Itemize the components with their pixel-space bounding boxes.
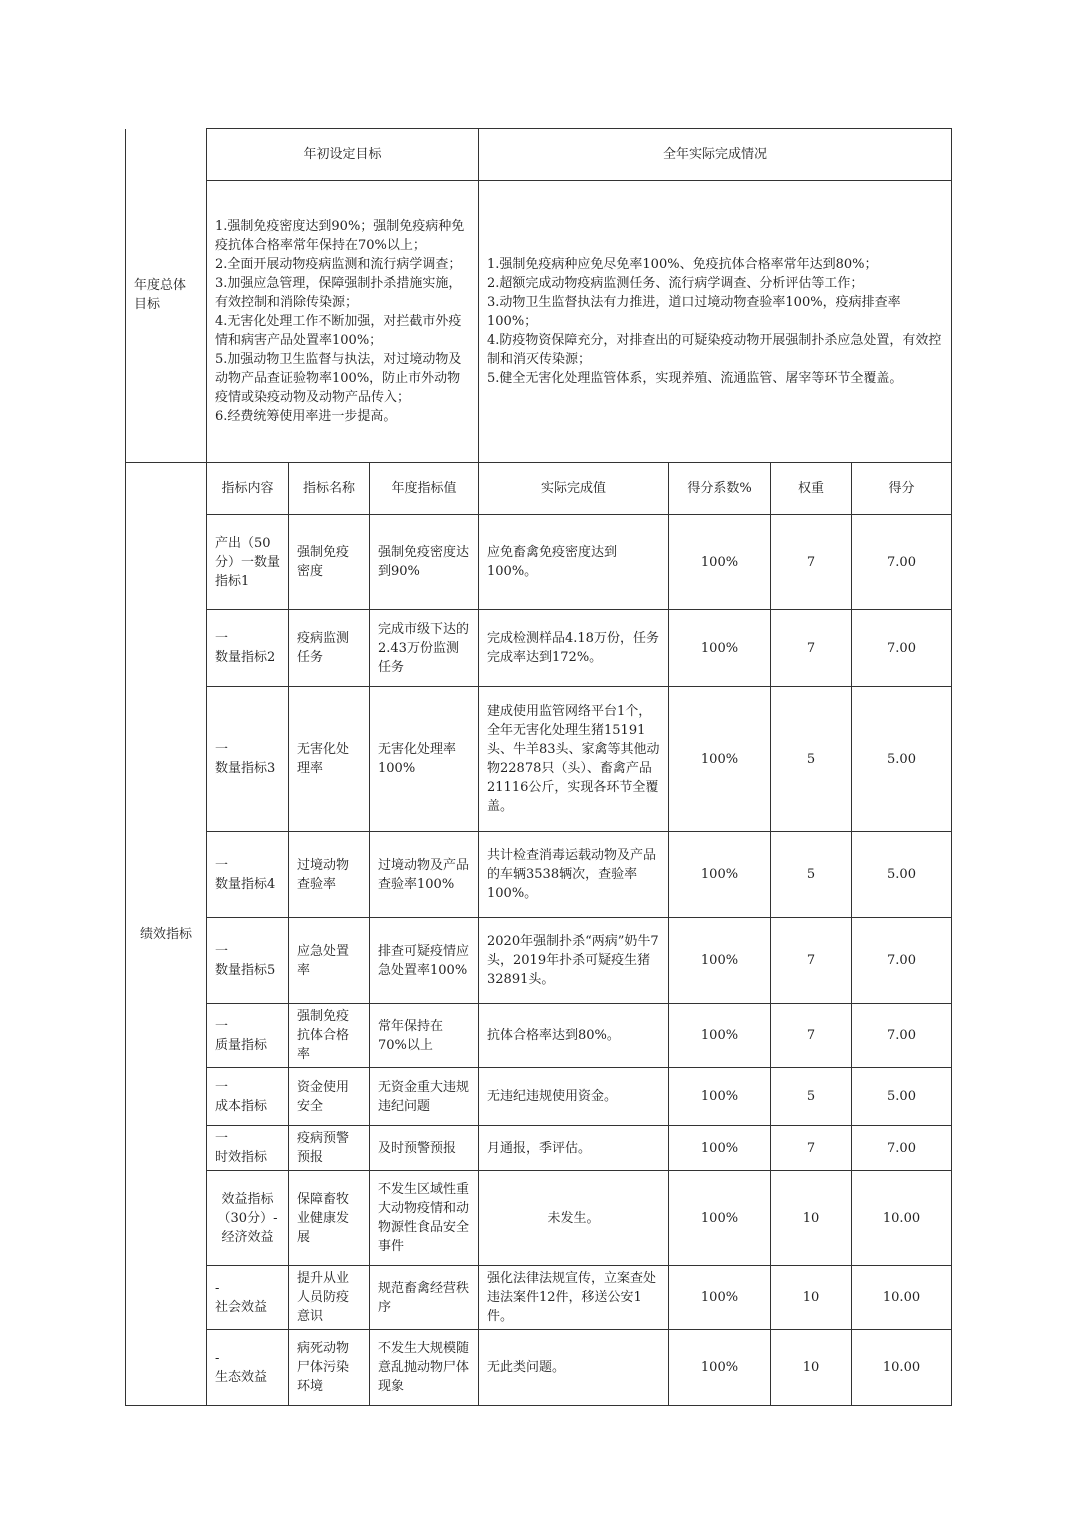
indicator-content: - 生态效益 xyxy=(207,1330,289,1406)
indicator-coef: 100% xyxy=(669,610,771,687)
indicator-target: 强制免疫密度达到90% xyxy=(370,515,479,610)
col-header-content: 指标内容 xyxy=(207,463,289,515)
indicator-actual: 强化法律法规宣传，立案查处违法案件12件，移送公安1件。 xyxy=(479,1266,669,1330)
indicator-content: 效益指标（30分）-经济效益 xyxy=(207,1171,289,1266)
goal-header-row xyxy=(126,129,952,181)
initial-goal-header: 年初设定目标 xyxy=(207,129,479,181)
indicator-name: 疫病监测任务 xyxy=(289,610,370,687)
table-row xyxy=(126,1171,952,1266)
indicator-score: 7.00 xyxy=(852,1126,952,1171)
indicator-actual: 月通报，季评估。 xyxy=(479,1126,669,1171)
indicator-name: 提升从业人员防疫意识 xyxy=(289,1266,370,1330)
indicator-actual: 无此类问题。 xyxy=(479,1330,669,1406)
indicator-coef: 100% xyxy=(669,1126,771,1171)
actual-results-text: 1.强制免疫病种应免尽免率100%、免疫抗体合格率常年达到80%； 2.超额完成动物疫病监测任务、流行病学调查、分析评估等工作； 3.动物卫生监督执法有力推进，道口过境动物查验率100%，疫病排查率100%； 4.防疫物资保障充分，对排查出的可疑染疫动物开展强制扑杀应急处置，有效控制和消灭传染源； 5.健全无害化处理监管体系，实现养殖、流通监管、屠宰等环节全覆盖。 xyxy=(487,257,942,386)
indicator-weight: 5 xyxy=(771,832,852,918)
indicator-target: 无资金重大违规违纪问题 xyxy=(370,1068,479,1126)
indicator-name: 无害化处理率 xyxy=(289,687,370,832)
indicator-weight: 7 xyxy=(771,1004,852,1068)
table-row xyxy=(126,1068,952,1126)
indicator-name: 保障畜牧业健康发展 xyxy=(289,1171,370,1266)
indicator-content: 一 数量指标2 xyxy=(207,610,289,687)
indicator-weight: 5 xyxy=(771,687,852,832)
indicator-content: 一 数量指标3 xyxy=(207,687,289,832)
col-header-name: 指标名称 xyxy=(289,463,370,515)
indicator-content: 产出（50分）一数量指标1 xyxy=(207,515,289,610)
indicator-name: 过境动物查验率 xyxy=(289,832,370,918)
indicator-content: 一 数量指标5 xyxy=(207,918,289,1004)
indicator-coef: 100% xyxy=(669,1068,771,1126)
initial-goals-cell xyxy=(207,181,479,463)
indicator-score: 7.00 xyxy=(852,515,952,610)
indicator-target: 排查可疑疫情应急处置率100% xyxy=(370,918,479,1004)
performance-table xyxy=(125,128,952,1406)
indicator-actual: 未发生。 xyxy=(479,1171,669,1266)
indicator-coef: 100% xyxy=(669,1266,771,1330)
table-row xyxy=(126,1004,952,1068)
indicator-actual: 应免畜禽免疫密度达到100%。 xyxy=(479,515,669,610)
indicator-coef: 100% xyxy=(669,918,771,1004)
indicator-coef: 100% xyxy=(669,687,771,832)
indicator-target: 过境动物及产品查验率100% xyxy=(370,832,479,918)
table-row xyxy=(126,687,952,832)
indicator-weight: 7 xyxy=(771,610,852,687)
annual-goal-label: 年度总体 目标 xyxy=(126,129,207,463)
indicator-coef: 100% xyxy=(669,832,771,918)
indicator-content: 一 质量指标 xyxy=(207,1004,289,1068)
indicator-name: 强制免疫抗体合格率 xyxy=(289,1004,370,1068)
indicator-content: 一 时效指标 xyxy=(207,1126,289,1171)
indicator-target: 无害化处理率100% xyxy=(370,687,479,832)
initial-goals-text: 1.强制免疫密度达到90%；强制免疫病种免疫抗体合格率常年保持在70%以上； 2.全面开展动物疫病监测和流行病学调查； 3.加强应急管理，保障强制扑杀措施实施，有效控制和消除传染源； 4.无害化处理工作不断加强，对拦截市外疫情和病害产品处置率100%； 5.加强动物卫生监督与执法，对过境动物及动物产品查证验物率100%，防止市外动物疫情或染疫动物及动物产品传入； 6.经费统筹使用率进一步提高。 xyxy=(215,219,465,424)
table-row xyxy=(126,918,952,1004)
indicator-weight: 7 xyxy=(771,1126,852,1171)
indicator-target: 不发生大规模随意乱抛动物尸体现象 xyxy=(370,1330,479,1406)
indicator-name: 强制免疫密度 xyxy=(289,515,370,610)
col-header-coef: 得分系数% xyxy=(669,463,771,515)
indicator-score: 7.00 xyxy=(852,918,952,1004)
goal-content-row xyxy=(126,181,952,463)
indicator-name: 资金使用安全 xyxy=(289,1068,370,1126)
indicator-header-row xyxy=(126,463,952,515)
indicator-coef: 100% xyxy=(669,1171,771,1266)
table-row xyxy=(126,610,952,687)
indicator-target: 规范畜禽经营秩序 xyxy=(370,1266,479,1330)
indicator-content: 一 数量指标4 xyxy=(207,832,289,918)
indicator-score: 10.00 xyxy=(852,1266,952,1330)
indicator-score: 10.00 xyxy=(852,1171,952,1266)
indicator-weight: 10 xyxy=(771,1171,852,1266)
actual-results-cell xyxy=(479,181,952,463)
indicator-weight: 7 xyxy=(771,515,852,610)
indicator-actual: 抗体合格率达到80%。 xyxy=(479,1004,669,1068)
indicator-score: 7.00 xyxy=(852,610,952,687)
performance-label: 绩效指标 xyxy=(126,463,207,1406)
indicator-actual: 建成使用监管网络平台1个，全年无害化处理生猪15191头、牛羊83头、家禽等其他动物22878只（头）、畜禽产品21116公斤，实现各环节全覆盖。 xyxy=(479,687,669,832)
table-row xyxy=(126,1330,952,1406)
indicator-target: 不发生区域性重大动物疫情和动物源性食品安全事件 xyxy=(370,1171,479,1266)
indicator-coef: 100% xyxy=(669,1004,771,1068)
table-row xyxy=(126,515,952,610)
indicator-name: 应急处置率 xyxy=(289,918,370,1004)
indicator-target: 完成市级下达的2.43万份监测任务 xyxy=(370,610,479,687)
indicator-actual: 无违纪违规使用资金。 xyxy=(479,1068,669,1126)
indicator-content: - 社会效益 xyxy=(207,1266,289,1330)
indicator-actual: 2020年强制扑杀“两病”奶牛7头，2019年扑杀可疑疫生猪32891头。 xyxy=(479,918,669,1004)
indicator-actual: 完成检测样品4.18万份，任务完成率达到172%。 xyxy=(479,610,669,687)
indicator-weight: 7 xyxy=(771,918,852,1004)
indicator-target: 及时预警预报 xyxy=(370,1126,479,1171)
indicator-score: 5.00 xyxy=(852,832,952,918)
table-row xyxy=(126,1266,952,1330)
indicator-coef: 100% xyxy=(669,515,771,610)
indicator-weight: 5 xyxy=(771,1068,852,1126)
indicator-score: 7.00 xyxy=(852,1004,952,1068)
table-row xyxy=(126,1126,952,1171)
col-header-target: 年度指标值 xyxy=(370,463,479,515)
indicator-target: 常年保持在70%以上 xyxy=(370,1004,479,1068)
actual-result-header: 全年实际完成情况 xyxy=(479,129,952,181)
indicator-coef: 100% xyxy=(669,1330,771,1406)
indicator-weight: 10 xyxy=(771,1266,852,1330)
col-header-score: 得分 xyxy=(852,463,952,515)
table-row xyxy=(126,832,952,918)
indicator-score: 10.00 xyxy=(852,1330,952,1406)
indicator-name: 疫病预警预报 xyxy=(289,1126,370,1171)
col-header-actual: 实际完成值 xyxy=(479,463,669,515)
indicator-content: 一 成本指标 xyxy=(207,1068,289,1126)
indicator-weight: 10 xyxy=(771,1330,852,1406)
indicator-name: 病死动物尸体污染环境 xyxy=(289,1330,370,1406)
col-header-weight: 权重 xyxy=(771,463,852,515)
indicator-score: 5.00 xyxy=(852,687,952,832)
indicator-actual: 共计检查消毒运载动物及产品的车辆3538辆次，查验率100%。 xyxy=(479,832,669,918)
indicator-score: 5.00 xyxy=(852,1068,952,1126)
